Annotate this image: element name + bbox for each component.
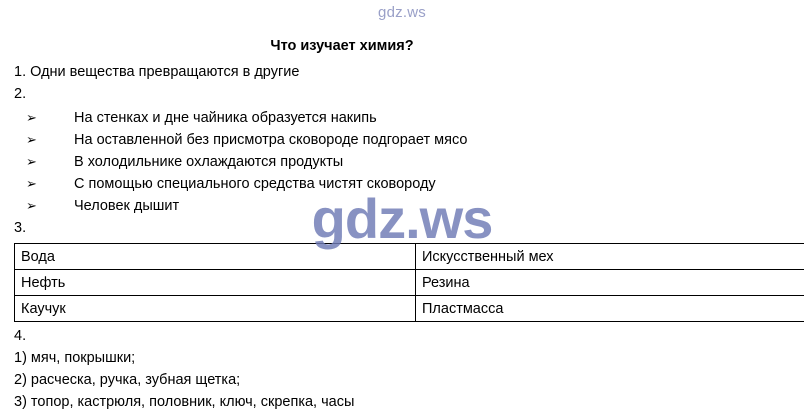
answer-3-number: 3. [14,220,27,236]
top-watermark: gdz.ws [378,4,426,21]
answer-4-line-2: 2) расческа, ручка, зубная щетка; [14,372,241,388]
table-cell-artificial: Пластмасса [416,296,804,322]
table-row [15,296,804,322]
list-item [14,107,790,129]
page-title: Что изучает химия? [270,38,414,54]
table-cell-natural: Нефть [15,270,416,296]
table-cell-artificial: Резина [416,270,804,296]
materials-table [14,243,804,322]
center-watermark: gdz.ws [311,187,493,250]
arrow-bullet-icon: ➢ [26,132,37,147]
answer-4-line-1: 1) мяч, покрышки; [14,350,136,366]
list-item-label: С помощью специального средства чистят сковороду [74,176,436,192]
list-item-label: На оставленной без присмотра сковороде подгорает мясо [74,132,468,148]
arrow-bullet-icon: ➢ [26,176,37,191]
arrow-bullet-icon: ➢ [26,198,37,213]
list-item [14,151,790,173]
list-item-label: На стенках и дне чайника образуется накипь [74,110,377,126]
arrow-bullet-icon: ➢ [26,110,37,125]
table-cell-artificial: Искусственный мех [416,244,804,270]
list-item-label: В холодильнике охлаждаются продукты [74,154,344,170]
document-content [14,38,790,413]
answer-2-list [14,107,790,217]
table-cell-natural: Вода [15,244,416,270]
answer-1-text: 1. Одни вещества превращаются в другие [14,64,300,80]
list-item [14,195,790,217]
list-item-label: Человек дышит [74,198,180,214]
list-item [14,129,790,151]
table-row [15,244,804,270]
arrow-bullet-icon: ➢ [26,154,37,169]
list-item [14,173,790,195]
table-row [15,270,804,296]
answer-4-number: 4. [14,328,27,344]
answer-4-line-3: 3) топор, кастрюля, половник, ключ, скрепка, часы [14,394,355,410]
table-cell-natural: Каучук [15,296,416,322]
answer-2-number: 2. [14,86,27,102]
